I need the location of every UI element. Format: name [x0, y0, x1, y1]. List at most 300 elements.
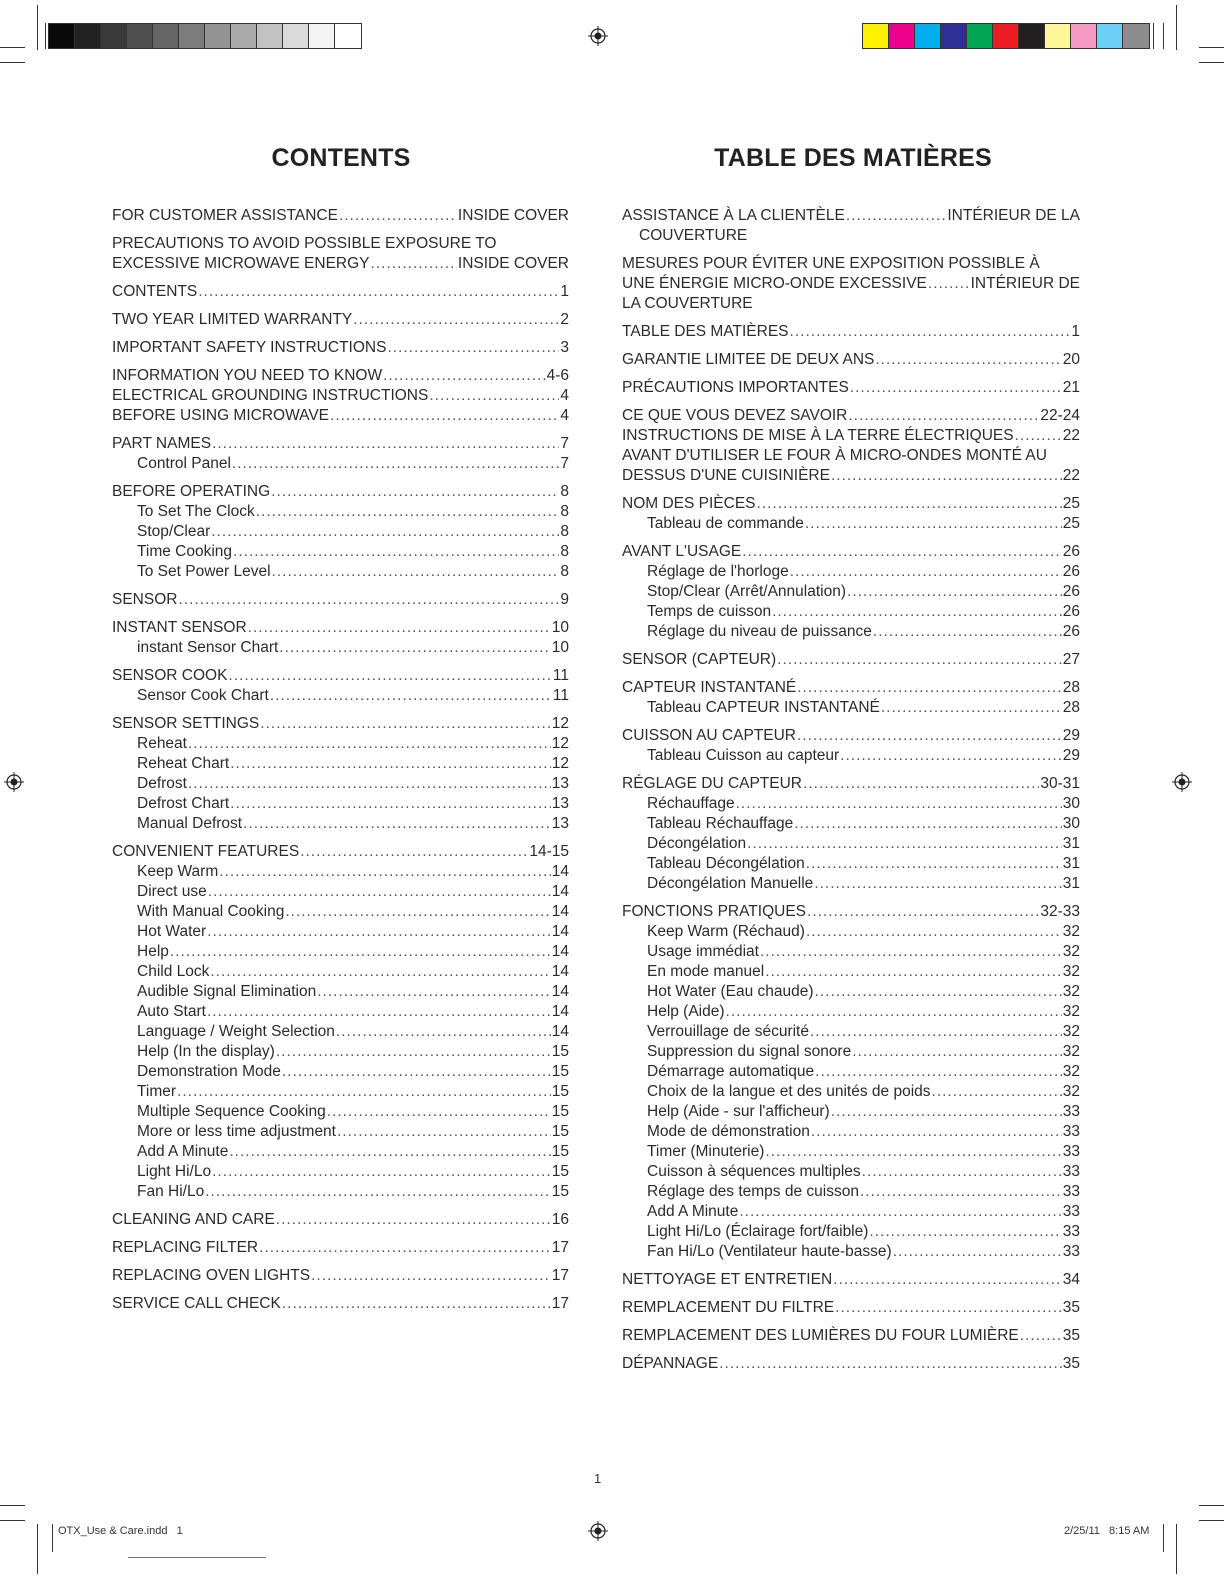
- toc-entry-page: 32: [1062, 943, 1080, 960]
- toc-entry-label: Reheat: [137, 735, 187, 752]
- toc-entry-label: Time Cooking: [137, 543, 233, 560]
- toc-entry-label: GARANTIE LIMITEE DE DEUX ANS: [622, 351, 875, 368]
- toc-entry-page: 2: [560, 311, 569, 328]
- toc-entry: [112, 338, 569, 358]
- toc-leader-dots: [243, 814, 551, 834]
- toc-entry-page: 32: [1062, 1043, 1080, 1060]
- registration-mark-icon: [588, 26, 608, 46]
- toc-entry-label: REMPLACEMENT DU FILTRE: [622, 1299, 835, 1316]
- toc-entry-label: UNE ÉNERGIE MICRO-ONDE EXCESSIVE: [622, 275, 927, 292]
- toc-leader-dots: [232, 454, 559, 474]
- toc-entry-label: Sensor Cook Chart: [137, 687, 269, 704]
- toc-section: [112, 366, 569, 426]
- toc-entry-page: 22: [1062, 427, 1080, 444]
- toc-entry-page: 26: [1062, 583, 1080, 600]
- toc-entry-page: 4: [560, 387, 569, 404]
- process-swatch: [993, 24, 1019, 48]
- toc-entry-page: 14: [551, 983, 569, 1000]
- grayscale-swatch: [231, 24, 257, 48]
- toc-entry: [112, 482, 569, 502]
- toc-leader-dots: [330, 406, 559, 426]
- toc-entry-label: Multiple Sequence Cooking: [137, 1103, 326, 1120]
- toc-entry-label: INFORMATION YOU NEED TO KNOW: [112, 367, 383, 384]
- toc-sub-entry: [622, 582, 1080, 602]
- toc-leader-dots: [831, 466, 1062, 486]
- toc-leader-dots: [311, 1266, 551, 1286]
- grayscale-swatch: [335, 24, 361, 48]
- toc-entry: [112, 714, 569, 734]
- toc-entry-page: 11: [552, 667, 569, 684]
- toc-leader-dots: [327, 1102, 551, 1122]
- toc-sub-entry: [622, 942, 1080, 962]
- toc-leader-dots: [811, 1122, 1062, 1142]
- toc-entry-label: Usage immédiat: [647, 943, 759, 960]
- toc-entry-page: 17: [551, 1267, 569, 1284]
- toc-sub-entry: [112, 862, 569, 882]
- toc-entry-page: 32: [1062, 963, 1080, 980]
- toc-entry-page: 33: [1062, 1203, 1080, 1220]
- toc-section: [112, 618, 569, 658]
- toc-sub-entry: [622, 1082, 1080, 1102]
- toc-sub-entry: [622, 1222, 1080, 1242]
- toc-section: [112, 666, 569, 706]
- toc-entry: [622, 542, 1080, 562]
- toc-sub-entry: [112, 1002, 569, 1022]
- toc-leader-dots: [339, 206, 457, 226]
- toc-entry-page: 8: [560, 543, 569, 560]
- toc-leader-dots: [719, 1354, 1062, 1374]
- toc-entry-label: With Manual Cooking: [137, 903, 285, 920]
- toc-leader-dots: [260, 714, 550, 734]
- toc-entry-page: 8: [560, 563, 569, 580]
- toc-section: [112, 1294, 569, 1314]
- toc-sub-entry: [622, 1162, 1080, 1182]
- process-swatch: [863, 24, 889, 48]
- toc-sub-entry: [622, 1202, 1080, 1222]
- toc-sub-entry: [622, 962, 1080, 982]
- toc-leader-dots: [814, 874, 1061, 894]
- toc-leader-dots: [256, 502, 560, 522]
- toc-entry-label: Fan Hi/Lo: [137, 1183, 205, 1200]
- grayscale-swatch: [309, 24, 335, 48]
- toc-entry: [622, 726, 1080, 746]
- toc-sub-entry: [622, 514, 1080, 534]
- toc-sub-entry: [112, 774, 569, 794]
- toc-entry-label: AVANT L'USAGE: [622, 543, 742, 560]
- toc-entry-label: Démarrage automatique: [647, 1063, 815, 1080]
- toc-leader-dots: [212, 434, 559, 454]
- toc-sub-entry: [622, 1102, 1080, 1122]
- toc-sub-entry: [622, 1242, 1080, 1262]
- toc-entry: [112, 1210, 569, 1230]
- registration-mark-icon: [588, 1521, 608, 1541]
- process-swatch: [1071, 24, 1097, 48]
- toc-entry: [622, 494, 1080, 514]
- toc-leader-dots: [790, 322, 1071, 342]
- toc-sub-entry: [112, 962, 569, 982]
- toc-entry-label: Hot Water (Eau chaude): [647, 983, 814, 1000]
- toc-leader-dots: [177, 1082, 551, 1102]
- toc-entry-label: ASSISTANCE À LA CLIENTÈLE: [622, 207, 845, 224]
- grayscale-swatch: [283, 24, 309, 48]
- toc-section: [622, 350, 1080, 370]
- toc-entry-label: Mode de démonstration: [647, 1123, 810, 1140]
- toc-sub-entry: [622, 1142, 1080, 1162]
- toc-entry-label: Verrouillage de sécurité: [647, 1023, 809, 1040]
- toc-continuation-line: PRECAUTIONS TO AVOID POSSIBLE EXPOSURE TO: [112, 235, 497, 252]
- process-swatch: [1019, 24, 1045, 48]
- toc-sub-entry: [112, 734, 569, 754]
- toc-section: [622, 650, 1080, 670]
- toc-sub-entry: [112, 1102, 569, 1122]
- toc-entry: [622, 406, 1080, 426]
- toc-leader-dots: [317, 982, 551, 1002]
- toc-section: [112, 282, 569, 302]
- toc-entry-page: 35: [1062, 1327, 1080, 1344]
- toc-entry-label: Hot Water: [137, 923, 207, 940]
- toc-entry-page: 33: [1062, 1183, 1080, 1200]
- footer-file-name: OTX_Use & Care.indd 1: [58, 1525, 183, 1537]
- toc-entry-page: 33: [1062, 1163, 1080, 1180]
- toc-sub-entry: [622, 1122, 1080, 1142]
- grayscale-swatch: [75, 24, 101, 48]
- toc-entry: [112, 406, 569, 426]
- toc-entry-label: NOM DES PIÈCES: [622, 495, 756, 512]
- toc-sub-entry: [112, 542, 569, 562]
- toc-section: [112, 842, 569, 1202]
- toc-entry-label: Décongélation: [647, 835, 747, 852]
- toc-entry-page: 27: [1062, 651, 1080, 668]
- toc-entry-page: 15: [551, 1103, 569, 1120]
- toc-entry-page: 8: [560, 483, 569, 500]
- toc-leader-dots: [210, 962, 550, 982]
- toc-leader-dots: [188, 734, 551, 754]
- toc-sub-entry: [622, 1002, 1080, 1022]
- toc-section: [112, 714, 569, 834]
- toc-entry-label: Tableau Décongélation: [647, 855, 805, 872]
- toc-leader-dots: [276, 1042, 551, 1062]
- toc-leader-dots: [207, 922, 551, 942]
- toc-sub-entry: [112, 1022, 569, 1042]
- toc-leader-dots: [848, 406, 1039, 426]
- toc-entry-page: 17: [551, 1239, 569, 1256]
- toc-entry-label: Help (Aide - sur l'afficheur): [647, 1103, 830, 1120]
- toc-entry-page: 14: [551, 1023, 569, 1040]
- toc-section: [112, 1210, 569, 1230]
- toc-sub-entry: [112, 1122, 569, 1142]
- toc-entry-page: 29: [1062, 747, 1080, 764]
- toc-leader-dots: [387, 338, 559, 358]
- toc-entry-page: 26: [1062, 543, 1080, 560]
- toc-entry-page: 14: [551, 883, 569, 900]
- toc-entry-page: 31: [1062, 855, 1080, 872]
- toc-entry-label: SERVICE CALL CHECK: [112, 1295, 281, 1312]
- toc-section: [112, 338, 569, 358]
- toc-entry-page: 21: [1062, 379, 1080, 396]
- toc-entry: [112, 666, 569, 686]
- toc-entry-page: 25: [1062, 495, 1080, 512]
- toc-sub-entry: [112, 562, 569, 582]
- toc-entry-page: 4-6: [546, 367, 569, 384]
- toc-section: [112, 434, 569, 474]
- toc-entry: [112, 282, 569, 302]
- toc-leader-dots: [806, 854, 1062, 874]
- toc-entry: [112, 1266, 569, 1286]
- toc-entry-label: Réglage des temps de cuisson: [647, 1183, 859, 1200]
- toc-sub-entry: [112, 1042, 569, 1062]
- toc-entry-page: 9: [560, 591, 569, 608]
- toc-section: [112, 590, 569, 610]
- toc-section: [112, 310, 569, 330]
- toc-entry-label: INSTANT SENSOR: [112, 619, 247, 636]
- toc-leader-dots: [846, 206, 947, 226]
- toc-leader-dots: [852, 1042, 1062, 1062]
- toc-entry-page: 7: [560, 455, 569, 472]
- toc-entry-page: 10: [551, 639, 569, 656]
- toc-entry-label: PART NAMES: [112, 435, 212, 452]
- toc-entry-label: Defrost Chart: [137, 795, 230, 812]
- toc-leader-dots: [815, 982, 1062, 1002]
- toc-entry-label: TABLE DES MATIÈRES: [622, 323, 789, 340]
- process-color-bar: [862, 23, 1150, 49]
- process-swatch: [1097, 24, 1123, 48]
- toc-entry-page: 14: [551, 963, 569, 980]
- process-swatch: [889, 24, 915, 48]
- toc-entry-label: Keep Warm: [137, 863, 219, 880]
- toc-leader-dots: [869, 1222, 1061, 1242]
- toc-leader-dots: [229, 1142, 550, 1162]
- toc-sub-entry: [112, 686, 569, 706]
- toc-entry-label: More or less time adjustment: [137, 1123, 336, 1140]
- toc-entry-label: Audible Signal Elimination: [137, 983, 317, 1000]
- toc-sub-entry: [622, 1182, 1080, 1202]
- toc-sub-entry: [622, 746, 1080, 766]
- toc-section: [622, 494, 1080, 534]
- toc-entry-label: Tableau de commande: [647, 515, 804, 532]
- toc-entry-label: Help (In the display): [137, 1043, 275, 1060]
- contents-title: CONTENTS: [271, 144, 411, 172]
- toc-entry-label: Tableau Réchauffage: [647, 815, 794, 832]
- toc-sub-entry: [112, 1062, 569, 1082]
- toc-sub-entry: [112, 982, 569, 1002]
- toc-sub-entry: [622, 794, 1080, 814]
- toc-sub-entry: [622, 622, 1080, 642]
- toc-entry-label: Timer (Minuterie): [647, 1143, 765, 1160]
- footer-timestamp: 2/25/11 8:15 AM: [1064, 1525, 1150, 1537]
- toc-entry-page: 28: [1062, 679, 1080, 696]
- toc-entry-label: Manual Defrost: [137, 815, 243, 832]
- toc-sub-entry: [112, 638, 569, 658]
- toc-entry-page: 20: [1062, 351, 1080, 368]
- toc-entry-label: BEFORE OPERATING: [112, 483, 271, 500]
- toc-entry-label: SENSOR SETTINGS: [112, 715, 260, 732]
- table-des-matieres-title: TABLE DES MATIÈRES: [714, 144, 992, 172]
- toc-entry-label: PRÉCAUTIONS IMPORTANTES: [622, 379, 849, 396]
- toc-sub-entry: [112, 1082, 569, 1102]
- toc-entry: [622, 350, 1080, 370]
- toc-leader-dots: [742, 542, 1062, 562]
- toc-entry-label: Demonstration Mode: [137, 1063, 281, 1080]
- toc-entry-page: 35: [1062, 1299, 1080, 1316]
- toc-entry-label: Temps de cuisson: [647, 603, 772, 620]
- toc-entry-page: 26: [1062, 563, 1080, 580]
- toc-entry: [622, 378, 1080, 398]
- toc-entry-label: Tableau CAPTEUR INSTANTANÉ: [647, 699, 880, 716]
- toc-continuation-line: MESURES POUR ÉVITER UNE EXPOSITION POSSIBLE À: [622, 255, 1040, 272]
- toc-sub-entry: [622, 834, 1080, 854]
- toc-entry-page: 31: [1062, 875, 1080, 892]
- toc-leader-dots: [270, 686, 552, 706]
- toc-sub-entry: [622, 698, 1080, 718]
- toc-leader-dots: [790, 562, 1062, 582]
- toc-continuation-line: COUVERTURE: [639, 227, 748, 244]
- toc-section: [622, 1270, 1080, 1290]
- toc-entry-label: Réglage du niveau de puissance: [647, 623, 872, 640]
- toc-sub-entry: [622, 1022, 1080, 1042]
- toc-leader-dots: [794, 814, 1062, 834]
- registration-mark-icon: [4, 772, 24, 792]
- toc-entry-page: 13: [551, 815, 569, 832]
- toc-entry-page: 32: [1062, 923, 1080, 940]
- toc-entry-page: 11: [552, 687, 569, 704]
- toc-entry-label: instant Sensor Chart: [137, 639, 279, 656]
- toc-section: [112, 1238, 569, 1258]
- toc-entry-page: 32: [1062, 1083, 1080, 1100]
- toc-leader-dots: [259, 1238, 551, 1258]
- toc-entry-page: 34: [1062, 1271, 1080, 1288]
- toc-entry-label: Décongélation Manuelle: [647, 875, 814, 892]
- toc-entry-page: 33: [1062, 1143, 1080, 1160]
- toc-entry: [112, 254, 569, 274]
- toc-entry-label: BEFORE USING MICROWAVE: [112, 407, 330, 424]
- toc-entry-label: Stop/Clear: [137, 523, 211, 540]
- toc-leader-dots: [248, 618, 551, 638]
- toc-leader-dots: [833, 1270, 1062, 1290]
- toc-sub-entry: [112, 522, 569, 542]
- toc-section: [622, 774, 1080, 894]
- grayscale-swatch: [101, 24, 127, 48]
- toc-leader-dots: [219, 862, 550, 882]
- toc-continuation-line: AVANT D'UTILISER LE FOUR À MICRO-ONDES MONTÉ AU: [622, 447, 1047, 464]
- toc-leader-dots: [279, 638, 550, 658]
- toc-entry-label: TWO YEAR LIMITED WARRANTY: [112, 311, 353, 328]
- toc-entry-label: Defrost: [137, 775, 187, 792]
- toc-entry-label: SENSOR (CAPTEUR): [622, 651, 777, 668]
- toc-entry-page: 30: [1062, 815, 1080, 832]
- toc-entry-label: CUISSON AU CAPTEUR: [622, 727, 796, 744]
- toc-entry-label: Control Panel: [137, 455, 231, 472]
- toc-entry-page: 3: [560, 339, 569, 356]
- toc-section: [622, 254, 1080, 314]
- toc-section: [622, 678, 1080, 718]
- toc-leader-dots: [765, 962, 1062, 982]
- toc-leader-dots: [207, 1002, 551, 1022]
- toc-entry-label: DESSUS D'UNE CUISINIÈRE: [622, 467, 830, 484]
- process-swatch: [1045, 24, 1071, 48]
- toc-leader-dots: [803, 774, 1039, 794]
- toc-entry-label: Light Hi/Lo: [137, 1163, 212, 1180]
- toc-entry-page: 15: [551, 1083, 569, 1100]
- toc-entry: [112, 618, 569, 638]
- toc-section: [622, 1298, 1080, 1318]
- toc-entry-label: REMPLACEMENT DES LUMIÈRES DU FOUR LUMIÈRE: [622, 1327, 1019, 1344]
- toc-entry-label: DÉPANNAGE: [622, 1355, 719, 1372]
- toc-leader-dots: [211, 522, 559, 542]
- toc-entry-page: 15: [551, 1063, 569, 1080]
- toc-leader-dots: [726, 1002, 1062, 1022]
- toc-leader-dots: [928, 274, 970, 294]
- toc-section: [112, 482, 569, 582]
- toc-leader-dots: [337, 1122, 551, 1142]
- registration-mark-icon: [1172, 772, 1192, 792]
- toc-entry-label: CAPTEUR INSTANTANÉ: [622, 679, 797, 696]
- toc-leader-dots: [772, 602, 1062, 622]
- toc-leader-dots: [271, 482, 559, 502]
- toc-entry-page: 25: [1062, 515, 1080, 532]
- toc-sub-entry: [622, 874, 1080, 894]
- toc-entry-label: Help (Aide): [647, 1003, 725, 1020]
- toc-entry-label: CE QUE VOUS DEVEZ SAVOIR: [622, 407, 848, 424]
- toc-leader-dots: [1020, 1326, 1062, 1346]
- toc-entry: [622, 1326, 1080, 1346]
- toc-entry-page: 12: [551, 715, 569, 732]
- toc-entry-label: INSTRUCTIONS DE MISE À LA TERRE ÉLECTRIQUES: [622, 427, 1014, 444]
- contents-list: [112, 206, 569, 1322]
- toc-sub-entry: [112, 1142, 569, 1162]
- toc-sub-entry: [112, 814, 569, 834]
- toc-leader-dots: [276, 1210, 551, 1230]
- toc-section: [622, 542, 1080, 642]
- process-swatch: [967, 24, 993, 48]
- toc-sub-entry: [622, 1042, 1080, 1062]
- toc-sub-entry: [112, 454, 569, 474]
- toc-entry-page: 14: [551, 863, 569, 880]
- toc-leader-dots: [881, 698, 1062, 718]
- toc-leader-dots: [272, 562, 560, 582]
- toc-entry-page: 32: [1062, 1023, 1080, 1040]
- toc-leader-dots: [230, 754, 551, 774]
- toc-leader-dots: [282, 1062, 551, 1082]
- toc-sub-entry: [112, 502, 569, 522]
- toc-entry: [622, 1298, 1080, 1318]
- toc-leader-dots: [198, 282, 559, 302]
- toc-sub-entry: [112, 942, 569, 962]
- toc-leader-dots: [371, 254, 457, 274]
- toc-leader-dots: [178, 590, 559, 610]
- toc-entry-label: En mode manuel: [647, 963, 765, 980]
- toc-entry-page: 30: [1062, 795, 1080, 812]
- toc-entry-label: REPLACING FILTER: [112, 1239, 259, 1256]
- toc-leader-dots: [757, 494, 1062, 514]
- toc-entry-label: CONTENTS: [112, 283, 198, 300]
- toc-sub-entry: [112, 1162, 569, 1182]
- toc-entry-page: INSIDE COVER: [457, 255, 569, 272]
- toc-entry-page: 14: [551, 1003, 569, 1020]
- toc-entry-label: Timer: [137, 1083, 177, 1100]
- toc-entry: [622, 902, 1080, 922]
- toc-leader-dots: [1015, 426, 1062, 446]
- toc-entry-page: 12: [551, 735, 569, 752]
- toc-entry-page: INTÉRIEUR DE LA: [947, 207, 1080, 224]
- toc-leader-dots: [170, 942, 551, 962]
- toc-leader-dots: [860, 1182, 1062, 1202]
- toc-entry-page: 15: [551, 1163, 569, 1180]
- toc-entry-page: 10: [551, 619, 569, 636]
- toc-section: [622, 206, 1080, 246]
- toc-entry-page: 7: [560, 435, 569, 452]
- toc-section: [622, 406, 1080, 486]
- toc-entry-page: 22-24: [1040, 407, 1080, 424]
